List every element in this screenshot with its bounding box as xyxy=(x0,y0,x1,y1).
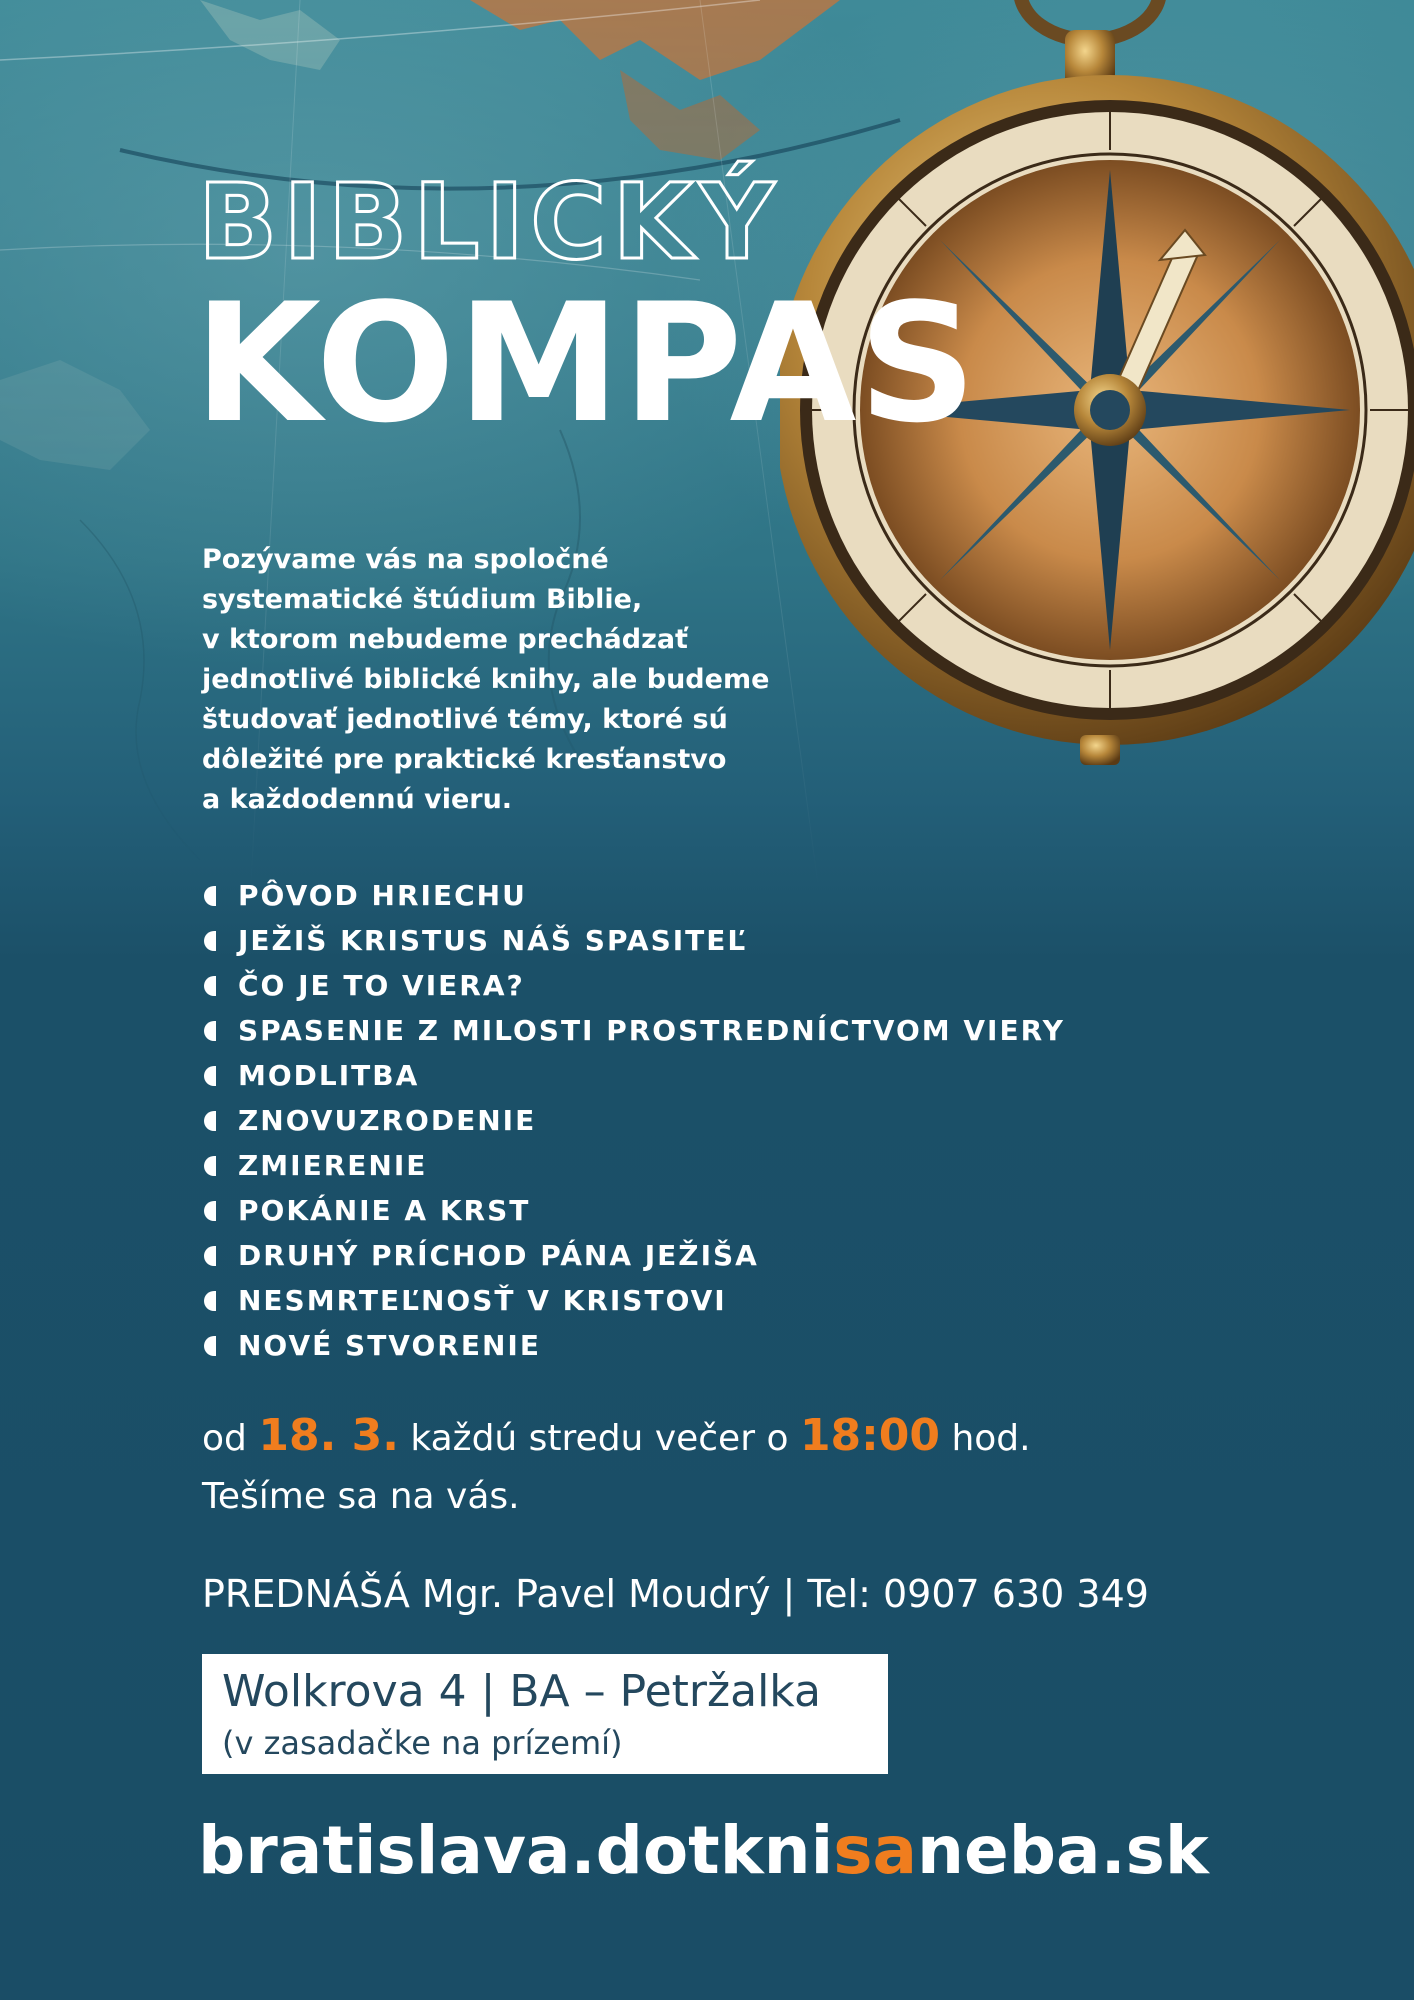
address-room-note: (v zasadačke na prízemí) xyxy=(222,1724,623,1762)
website-part-1: bratislava.dotkni xyxy=(198,1812,834,1889)
topic-list xyxy=(204,873,1065,1368)
list-item xyxy=(204,918,1065,963)
greeting: Tešíme sa na vás. xyxy=(202,1476,520,1517)
address-street: Wolkrova 4 | BA – Petržalka xyxy=(222,1666,821,1717)
title-line-main: KOMPAS xyxy=(194,268,979,459)
half-circle-bullet-icon xyxy=(204,1336,216,1356)
half-circle-bullet-icon xyxy=(204,1066,216,1086)
list-item xyxy=(204,1188,1065,1233)
topic-label: ZMIERENIE xyxy=(238,1149,428,1182)
half-circle-bullet-icon xyxy=(204,1201,216,1221)
schedule-prefix: od xyxy=(202,1418,247,1459)
topic-label: NESMRTEĽNOSŤ V KRISTOVI xyxy=(238,1284,727,1317)
half-circle-bullet-icon xyxy=(204,1111,216,1131)
list-item xyxy=(204,1143,1065,1188)
intro-paragraph: Pozývame vás na spoločné systematické štúdium Biblie, v ktorom nebudeme prechádzať jednotlivé biblické knihy, ale budeme študovať jednotlivé témy, ktoré sú dôležité pre praktické kresťanstvo a každodennú vieru. xyxy=(202,544,770,815)
list-item xyxy=(204,1098,1065,1143)
half-circle-bullet-icon xyxy=(204,1291,216,1311)
schedule-date: 18. 3. xyxy=(258,1410,399,1461)
website-part-2: sa xyxy=(833,1812,918,1889)
list-item xyxy=(204,1323,1065,1368)
half-circle-bullet-icon xyxy=(204,976,216,996)
topic-label: POKÁNIE A KRST xyxy=(238,1194,531,1227)
topic-label: SPASENIE Z MILOSTI PROSTREDNÍCTVOM VIERY xyxy=(238,1014,1065,1047)
half-circle-bullet-icon xyxy=(204,931,216,951)
address-box xyxy=(202,1654,888,1774)
lecturer-contact: PREDNÁŠÁ Mgr. Pavel Moudrý | Tel: 0907 630 349 xyxy=(202,1572,1149,1616)
list-item xyxy=(204,1233,1065,1278)
website-part-3: neba.sk xyxy=(917,1812,1209,1889)
topic-label: MODLITBA xyxy=(238,1059,420,1092)
half-circle-bullet-icon xyxy=(204,1246,216,1266)
topic-label: ZNOVUZRODENIE xyxy=(238,1104,537,1137)
topic-label: ČO JE TO VIERA? xyxy=(238,969,525,1002)
half-circle-bullet-icon xyxy=(204,1156,216,1176)
topic-label: NOVÉ STVORENIE xyxy=(238,1329,541,1362)
list-item xyxy=(204,1053,1065,1098)
topic-label: PÔVOD HRIECHU xyxy=(238,879,527,912)
schedule-time: 18:00 xyxy=(799,1410,940,1461)
half-circle-bullet-icon xyxy=(204,1021,216,1041)
schedule-suffix: hod. xyxy=(951,1418,1031,1459)
list-item xyxy=(204,1278,1065,1323)
website-url[interactable] xyxy=(198,1812,1209,1889)
list-item xyxy=(204,963,1065,1008)
schedule-line xyxy=(202,1410,1031,1461)
half-circle-bullet-icon xyxy=(204,886,216,906)
topic-label: JEŽIŠ KRISTUS NÁŠ SPASITEĽ xyxy=(238,924,748,957)
list-item xyxy=(204,873,1065,918)
topic-label: DRUHÝ PRÍCHOD PÁNA JEŽIŠA xyxy=(238,1239,759,1272)
title-line-outline: BIBLICKÝ xyxy=(198,161,781,283)
schedule-middle: každú stredu večer o xyxy=(410,1418,789,1459)
list-item xyxy=(204,1008,1065,1053)
